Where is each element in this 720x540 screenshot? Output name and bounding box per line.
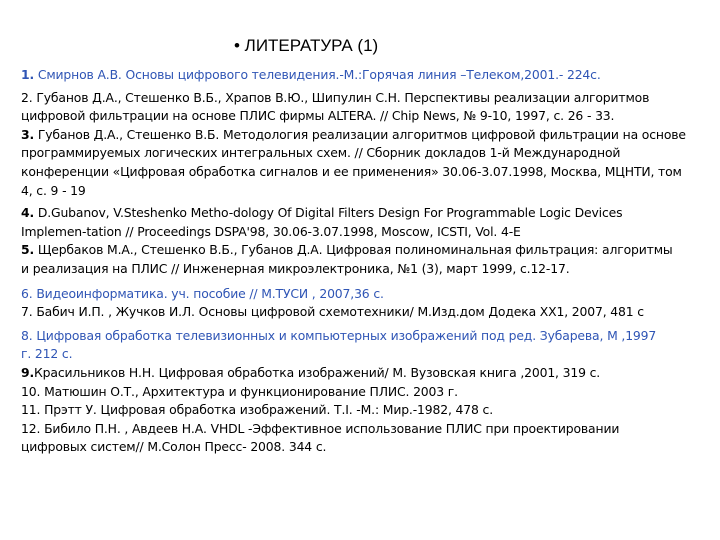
reference-number: 10.: [21, 383, 41, 399]
reference-number: 8.: [21, 327, 33, 343]
reference-text: Губанов Д.А., Стешенко В.Б. Методология реализации алгоритмов цифровой фильтрации на основе: [37, 126, 686, 142]
reference-text: цифровой фильтрации на основе ПЛИС фирмы ALTERA. // Chip News, № 9-10, 1997, с. 26 - 33.: [21, 108, 615, 124]
reference-item-1: [21, 66, 701, 85]
reference-text: 4, с. 9 - 19: [21, 182, 86, 198]
reference-number: 1.: [21, 67, 35, 82]
page-title: • ЛИТЕРАТУРА (1): [234, 36, 379, 55]
reference-text: Смирнов А.В. Основы цифрового телевидения.-М.:Горячая линия –Телеком,2001.- 224с.: [37, 67, 601, 82]
reference-item-11: [21, 401, 701, 420]
reference-text: Матюшин О.Т., Архитектура и функционирование ПЛИС. 2003 г.: [44, 383, 458, 399]
reference-item-4: [21, 204, 701, 241]
reference-item-8: [21, 327, 701, 364]
reference-number: 2.: [21, 89, 33, 105]
reference-text: цифровых систем// М.Солон Пресс- 2008. 344 с.: [21, 439, 327, 455]
reference-text: Прэтт У. Цифровая обработка изображений. Т.I. -М.: Мир.-1982, 478 с.: [44, 402, 493, 418]
reference-item-2: [21, 89, 701, 126]
reference-number: 12.: [21, 420, 41, 436]
reference-number: 7.: [21, 304, 33, 320]
reference-text: г. 212 с.: [21, 346, 73, 362]
reference-text: конференции «Цифровая обработка сигналов и ее применения» 30.06-3.07.1998, Москва, МЦНТИ, том: [21, 163, 682, 179]
reference-text: Щербаков М.А., Стешенко В.Б., Губанов Д.А. Цифровая полиноминальная фильтрация: алгоритмы: [37, 242, 673, 258]
reference-text: Видеоинформатика. уч. пособие // М.ТУСИ , 2007,36 с.: [36, 285, 384, 301]
reference-number: 3.: [21, 126, 35, 142]
reference-text: Красильников Н.Н. Цифровая обработка изображений/ М. Вузовская книга ,2001, 319 с.: [34, 364, 601, 380]
reference-item-10: [21, 383, 701, 402]
reference-text: Бабич И.П. , Жучков И.Л. Основы цифровой схемотехники/ М.Изд.дом Додека ХХ1, 2007, 481 с: [36, 304, 644, 320]
reference-text: Цифровая обработка телевизионных и компьютерных изображений под ред. Зубарева, М ,1997: [36, 327, 657, 343]
reference-text: программируемых логических интегральных схем. // Сборник докладов 1-й Международной: [21, 145, 621, 161]
reference-text: Губанов Д.А., Стешенко В.Б., Храпов В.Ю., Шипулин С.Н. Перспективы реализации алгоритмов: [36, 89, 650, 105]
reference-item-9: [21, 364, 701, 383]
reference-number: 5.: [21, 242, 35, 258]
reference-text: Бибило П.Н. , Авдеев Н.А. VHDL -Эффективное использование ПЛИС при проектировании: [44, 420, 620, 436]
reference-item-12: [21, 420, 701, 457]
reference-number: 11.: [21, 402, 41, 418]
reference-item-6: [21, 285, 701, 304]
reference-number: 9.: [21, 364, 35, 380]
reference-text: и реализация на ПЛИС // Инженерная микроэлектроника, №1 (3), март 1999, с.12-17.: [21, 260, 570, 276]
reference-item-3: [21, 126, 701, 200]
reference-number: 4.: [21, 205, 35, 221]
reference-text: Implemen-tation // Proceedings DSPA'98, 30.06-3.07.1998, Moscow, ICSTI, Vol. 4-E: [21, 223, 521, 239]
reference-number: 6.: [21, 285, 33, 301]
reference-text: D.Gubanov, V.Steshenko Metho-dology Of Digital Filters Design For Programmable Logic Devices: [37, 205, 623, 221]
reference-item-7: [21, 303, 701, 322]
reference-list: [21, 66, 701, 457]
reference-item-5: [21, 241, 701, 278]
